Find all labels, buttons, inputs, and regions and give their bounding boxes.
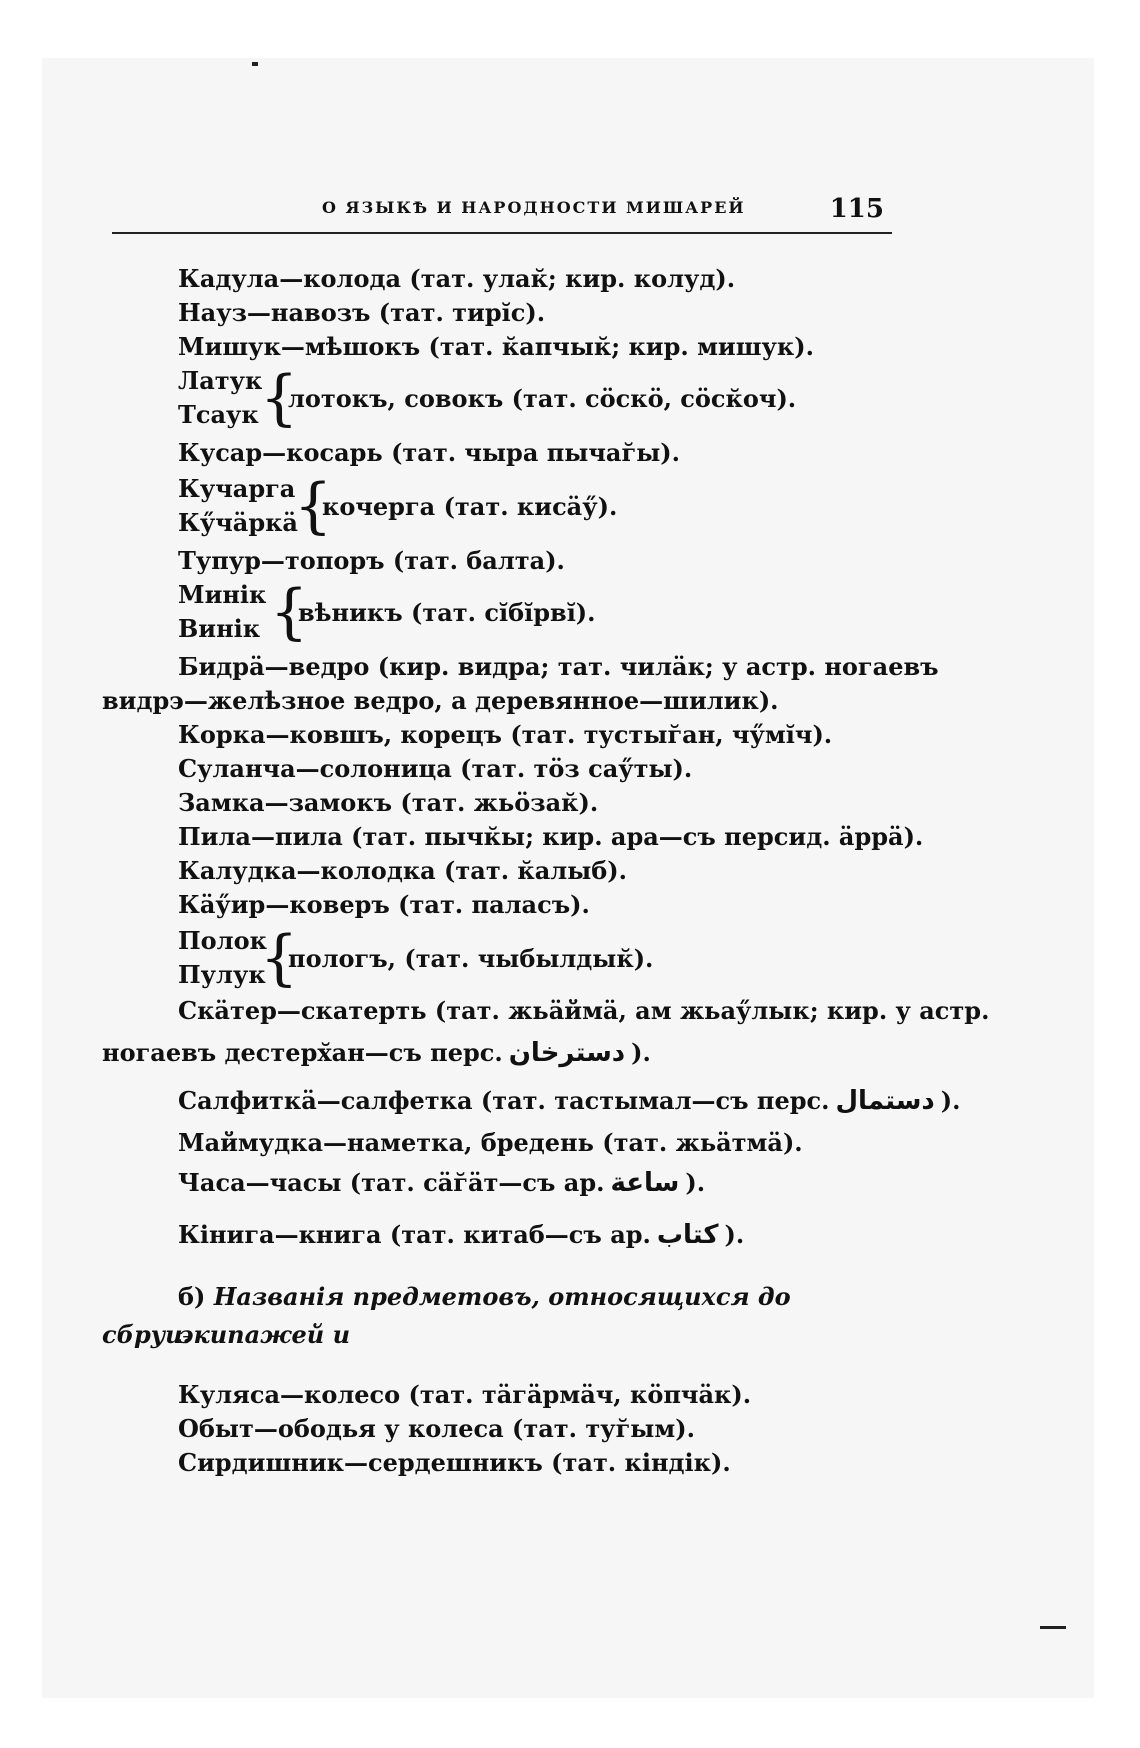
entry: Бидрӓ—ведро (кир. видра; тат. чилӓк; у астр. ногаевъ	[178, 652, 939, 681]
entry	[178, 1166, 705, 1200]
entry: Куляса—колесо (тат. тӓгӓрмӓч, кӧпчӓк).	[178, 1380, 752, 1409]
entry-word: Кучарга	[178, 474, 296, 503]
entry: Сирдишник—сердешникъ (тат. кіндік).	[178, 1448, 731, 1477]
entry-definition: вѣникъ (тат. сі̆бі̆рві̆).	[298, 598, 596, 627]
entry-word: Кӳчӓркӓ	[178, 508, 298, 537]
entry-definition: кочерга (тат. кисӓӳ).	[322, 492, 618, 521]
entry-text: ).	[685, 1168, 706, 1197]
entry: Маймудка—наметка, бредень (тат. жьӓтмӓ).	[178, 1128, 803, 1157]
entry: Науз—навозъ (тат. тирі̆с).	[178, 298, 546, 327]
entry-word: Полок	[178, 926, 267, 955]
section-heading	[102, 1278, 898, 1354]
entry-text: Часа—часы (тат. сӓг̆ӓт—съ ар.	[178, 1168, 605, 1197]
entry: Обыт—ободья у колеса (тат. туг̆ым).	[178, 1414, 695, 1443]
entry: Замка—замокъ (тат. жьӧзак̆).	[178, 788, 599, 817]
header-title: О ЯЗЫКѢ И НАРОДНОСТИ МИШАРЕЙ	[322, 198, 746, 217]
entry: Тупур—топоръ (тат. балта).	[178, 546, 565, 575]
entry: Кусар—косарь (тат. чыра пычаг̆ы).	[178, 438, 680, 467]
entry-definition: пологъ, (тат. чыбылдык̆).	[288, 944, 654, 973]
arabic-word: ساعة	[610, 1168, 680, 1198]
entry-word: Пулук	[178, 960, 266, 989]
entry: Кадула—колода (тат. улак̆; кир. колуд).	[178, 264, 736, 293]
entry-text: Кінига—книга (тат. китаб—съ ар.	[178, 1220, 651, 1249]
entry: Кӓӳир—коверъ (тат. паласъ).	[178, 890, 590, 919]
entry-text: ).	[724, 1220, 745, 1249]
section-label: б)	[178, 1282, 206, 1311]
entry: Калудка—колодка (тат. к̆алыб).	[178, 856, 627, 885]
ink-mark	[252, 62, 258, 66]
page-number: 115	[829, 194, 884, 224]
entry: Скӓтер—скатерть (тат. жьӓймӓ, ам жьаӳлык; кир. у астр.	[178, 996, 990, 1025]
header-rule	[112, 232, 892, 234]
entry-text: ногаевъ дестерх̆ан—съ перс.	[102, 1038, 503, 1067]
entry-continuation	[102, 1036, 651, 1070]
ink-mark	[1040, 1626, 1066, 1629]
arabic-word: كتاب	[656, 1220, 719, 1250]
entry-continuation: видрэ—желѣзное ведро, а деревянное—шилик).	[102, 686, 779, 715]
entry: Пила—пила (тат. пычк̆ы; кир. ара—съ персид. ӓррӓ).	[178, 822, 924, 851]
brace: {	[260, 363, 299, 433]
entry: Суланча—солоница (тат. тӧз саӳты).	[178, 754, 693, 783]
entry-text: ).	[631, 1038, 651, 1067]
brace: {	[260, 923, 299, 993]
entry	[178, 1084, 961, 1118]
entry-text: ).	[940, 1086, 961, 1115]
arabic-word: دسترخان	[508, 1038, 626, 1068]
entry-definition: лотокъ, совокъ (тат. сӧскӧ, сӧск̆оч).	[288, 384, 797, 413]
entry: Корка—ковшъ, корецъ (тат. тустыг̆ан, чӳмі̆ч).	[178, 720, 833, 749]
section-title: Названія предметовъ, относящихся до экипажей и	[178, 1282, 791, 1349]
brace: {	[270, 577, 309, 647]
running-header	[112, 194, 892, 234]
entry-word: Тсаук	[178, 400, 259, 429]
entry: Мишук—мѣшокъ (тат. к̆апчык̆; кир. мишук).	[178, 332, 814, 361]
entry-word: Минік	[178, 580, 267, 609]
section-title-continuation: сбруи.	[102, 1320, 191, 1349]
entry-word: Латук	[178, 366, 263, 395]
arabic-word: دستمال	[835, 1086, 935, 1116]
entry-text: Салфиткӓ—салфетка (тат. тастымал—съ перс.	[178, 1086, 830, 1115]
brace: {	[294, 471, 333, 541]
entry-word: Винік	[178, 614, 261, 643]
entry	[178, 1218, 744, 1252]
